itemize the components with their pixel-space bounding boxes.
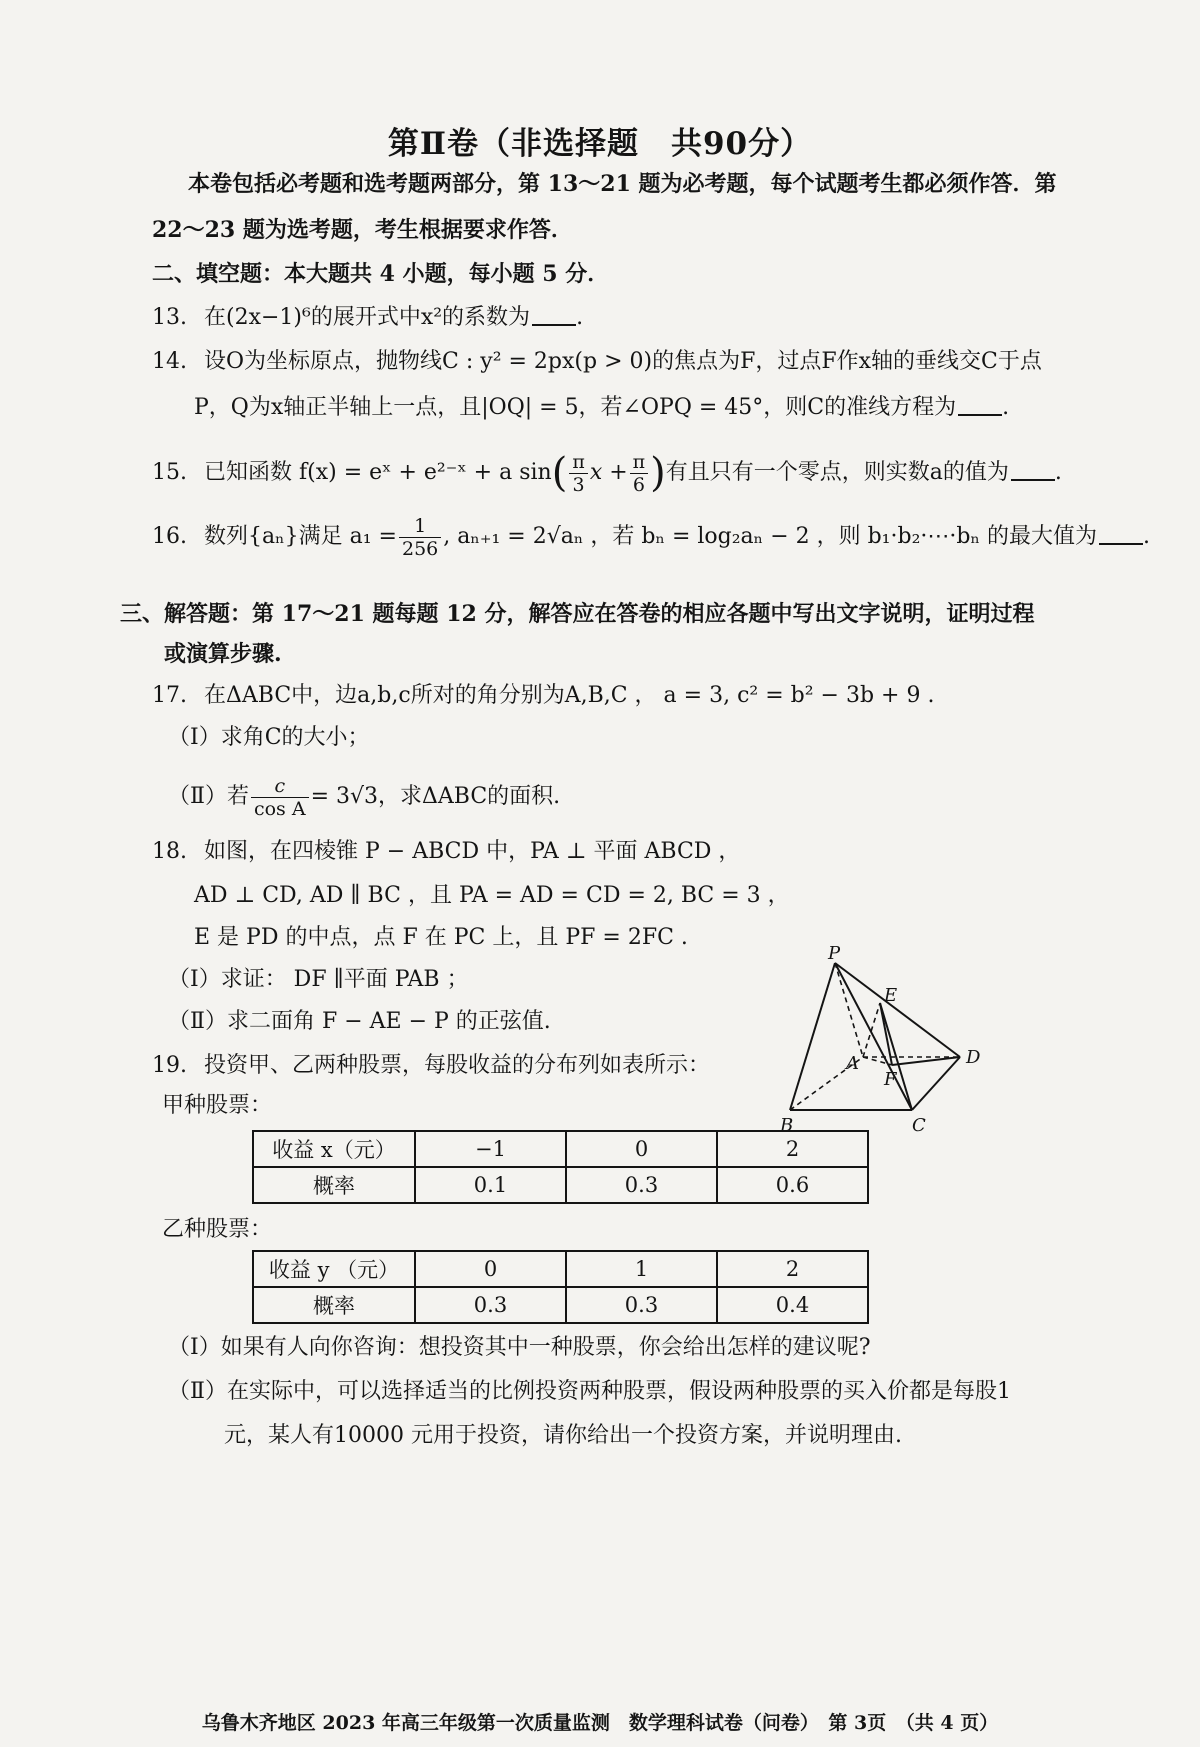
value-cell: 2 — [717, 1251, 868, 1287]
label-B: B — [780, 1115, 794, 1136]
stock-b-table — [252, 1250, 869, 1324]
question-number: 15. — [152, 460, 187, 485]
stock-a-table — [252, 1130, 869, 1204]
question-number: 18. — [152, 839, 187, 864]
question-18-part-1: （Ⅰ）求证： DF ∥平面 PAB ； — [168, 967, 469, 992]
part-label: （Ⅱ）若 — [168, 784, 249, 809]
question-17-part-2 — [168, 772, 560, 822]
value-cell: 0 — [566, 1131, 717, 1167]
question-text: 在ΔABC中，边a,b,c所对的角分别为A,B,C ， a = 3, c² = b² − 3b + 9 . — [204, 683, 935, 708]
section-2-heading: 二、填空题：本大题共 4 小题，每小题 5 分． — [152, 261, 610, 287]
question-17 — [152, 680, 934, 712]
prob-cell: 0.3 — [566, 1167, 717, 1203]
question-text: 如图，在四棱锥 P − ABCD 中，PA ⊥ 平面 ABCD ， — [204, 839, 741, 864]
prob-cell: 0.3 — [566, 1287, 717, 1323]
question-number: 19. — [152, 1053, 187, 1078]
value-cell: 1 — [566, 1251, 717, 1287]
value-cell: 2 — [717, 1131, 868, 1167]
answer-blank — [1011, 457, 1055, 481]
edge-PB — [790, 963, 835, 1110]
section-title: 第Ⅱ卷（非选择题 共90分） — [387, 126, 813, 162]
edge-PC — [835, 963, 912, 1110]
fraction-c-cosA: $\frac{c}{\text{cos A}}$ — [251, 775, 309, 820]
table-row — [253, 1131, 868, 1167]
question-text-after: , aₙ₊₁ = 2√aₙ ，若 bₙ = log₂aₙ − 2 ，则 b₁·b₂·⋯·bₙ 的最大值为 — [443, 524, 1097, 549]
prob-cell: 0.3 — [415, 1287, 566, 1323]
section-3-heading-line-1: 三、解答题：第 17～21 题每题 12 分，解答应在答卷的相应各题中写出文字说明，证明过程 — [120, 601, 1035, 627]
question-number: 13. — [152, 305, 187, 330]
question-text: 在(2x−1)⁶的展开式中x²的系数为 — [204, 305, 531, 330]
paren-right: ) — [650, 450, 666, 496]
question-text: 已知函数 f(x) = eˣ + e²⁻ˣ + a sin — [204, 460, 552, 485]
header-cell: 概率 — [253, 1167, 415, 1203]
label-D: D — [966, 1047, 981, 1068]
question-text: P，Q为x轴正半轴上一点，且|OQ| = 5，若∠OPQ = 45°，则C的准线方程为 — [194, 395, 957, 420]
page-footer: 乌鲁木齐地区 2023 年高三年级第一次质量监测 数学理科试卷（问卷） 第 3页 （共 4 页） — [201, 1712, 999, 1734]
table-row — [253, 1287, 868, 1323]
segment-AE — [863, 1003, 880, 1057]
question-17-part-1: （Ⅰ）求角C的大小； — [168, 725, 370, 750]
answer-blank — [958, 392, 1002, 416]
question-text: 数列{aₙ}满足 a₁ = — [204, 524, 397, 549]
fraction-pi-6: $\frac{\pi}{6}$ — [630, 451, 649, 496]
answer-blank — [1099, 521, 1143, 545]
question-19-part-1: （Ⅰ）如果有人向你咨询：想投资其中一种股票，你会给出怎样的建议呢? — [168, 1335, 871, 1360]
question-number: 17. — [152, 683, 187, 708]
intro-line-2: 22～23 题为选考题，考生根据要求作答． — [152, 217, 573, 243]
label-E: E — [884, 985, 898, 1006]
stock-a-label: 甲种股票： — [162, 1093, 273, 1118]
question-number: 16. — [152, 524, 187, 549]
part-text: = 3√3，求ΔABC的面积. — [310, 784, 561, 809]
question-18-line-3: E 是 PD 的中点，点 F 在 PC 上，且 PF = 2FC . — [194, 925, 688, 950]
label-C: C — [912, 1115, 926, 1136]
question-18-line-2: AD ⊥ CD, AD ∥ BC ，且 PA = AD = CD = 2, BC = 3 ， — [194, 883, 790, 908]
fraction-pi-3: $\frac{\pi}{3}$ — [569, 451, 588, 496]
segment-FD — [892, 1057, 960, 1065]
question-14-line-2: P，Q为x轴正半轴上一点，且|OQ| = 5，若∠OPQ = 45°，则C的准线方程为 . — [194, 392, 1009, 424]
edge-PD — [835, 963, 960, 1057]
answer-blank — [532, 302, 576, 326]
label-F: F — [884, 1069, 897, 1090]
prob-cell: 0.4 — [717, 1287, 868, 1323]
question-19 — [152, 1050, 710, 1082]
table-row — [253, 1251, 868, 1287]
stock-b-label: 乙种股票： — [162, 1217, 273, 1242]
value-cell: 0 — [415, 1251, 566, 1287]
section-3-heading-line-2: 或演算步骤. — [164, 641, 282, 667]
question-number: 14. — [152, 349, 187, 374]
question-text: 投资甲、乙两种股票，每股收益的分布列如表所示： — [204, 1053, 711, 1078]
header-cell: 概率 — [253, 1287, 415, 1323]
question-text-after: 有且只有一个零点，则实数a的值为 — [665, 460, 1009, 485]
question-19-part-2-line-2: 元，某人有10000 元用于投资，请你给出一个投资方案，并说明理由. — [224, 1423, 902, 1448]
paren-left: ( — [551, 450, 568, 496]
value-cell: −1 — [415, 1131, 566, 1167]
table-row — [253, 1167, 868, 1203]
question-18-line-1 — [152, 836, 740, 868]
intro-line-1: 本卷包括必考题和选考题两部分，第 13～21 题为必考题，每个试题考生都必须作答．第 — [188, 171, 1057, 197]
question-14-line-1 — [152, 346, 1042, 378]
question-16: 16. 数列{aₙ}满足 a₁ = $\frac{1}{256}$ , aₙ₊₁ = 2√aₙ ，若 bₙ = log₂aₙ − 2 ，则 b₁·b₂·⋯·bₙ 的最大值为 . — [152, 514, 1150, 560]
question-18-part-2: （Ⅱ）求二面角 F − AE − P 的正弦值. — [168, 1009, 551, 1034]
term-x: x + — [589, 460, 628, 485]
question-15: 15. 已知函数 f(x) = eˣ + e²⁻ˣ + a sin( $\frac{\pi}{3}$ x + $\frac{\pi}{6}$ )有且只有一个零点，则实数a的值为 . — [152, 450, 1062, 496]
header-cell: 收益 y （元） — [253, 1251, 415, 1287]
label-P: P — [828, 945, 841, 964]
header-cell: 收益 x（元） — [253, 1131, 415, 1167]
question-13: 13. 在(2x−1)⁶的展开式中x²的系数为 . — [152, 302, 583, 334]
question-text: 设O为坐标原点，抛物线C : y² = 2px(p > 0)的焦点为F，过点F作x轴的垂线交C于点 — [204, 349, 1042, 374]
fraction-1-256: $\frac{1}{256}$ — [399, 515, 441, 560]
prob-cell: 0.6 — [717, 1167, 868, 1203]
edge-CD — [912, 1057, 960, 1110]
pyramid-figure — [780, 945, 1000, 1145]
label-A: A — [846, 1053, 859, 1074]
question-19-part-2-line-1: （Ⅱ）在实际中，可以选择适当的比例投资两种股票，假设两种股票的买入价都是每股1 — [168, 1379, 1011, 1404]
prob-cell: 0.1 — [415, 1167, 566, 1203]
